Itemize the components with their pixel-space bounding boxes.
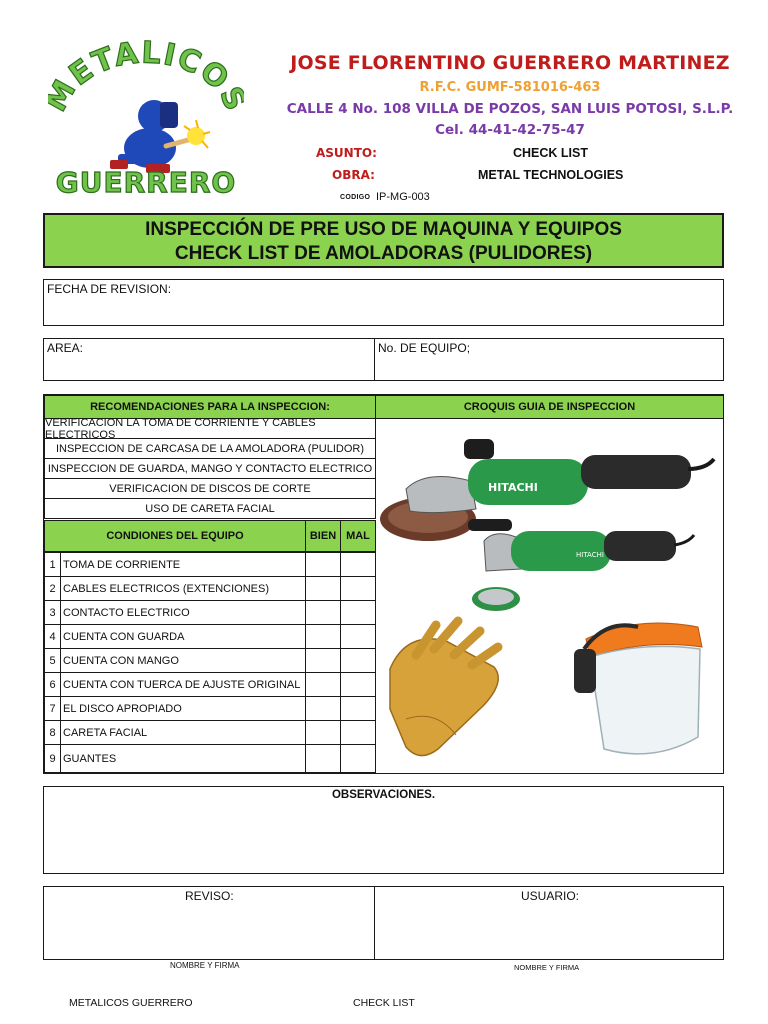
mal-checkbox[interactable] xyxy=(340,576,376,601)
bien-checkbox[interactable] xyxy=(305,672,341,697)
grinder-brand-label: HITACHI xyxy=(488,481,538,494)
area-label: AREA: xyxy=(47,341,84,355)
recommendation-item: USO DE CARETA FACIAL xyxy=(44,498,376,519)
condition-label: CUENTA CON GUARDA xyxy=(60,624,306,649)
bien-checkbox[interactable] xyxy=(305,624,341,649)
condition-number: 7 xyxy=(44,696,61,721)
signatures-section xyxy=(43,886,724,960)
condition-label: CUENTA CON MANGO xyxy=(60,648,306,673)
footer-company: METALICOS GUERRERO xyxy=(69,997,193,1009)
recommendation-item: INSPECCION DE CARCASA DE LA AMOLADORA (PULIDOR) xyxy=(44,438,376,459)
bien-checkbox[interactable] xyxy=(305,744,341,773)
nombre-firma-caption: NOMBRE Y FIRMA xyxy=(514,963,580,972)
reviso-signature-field[interactable] xyxy=(44,887,375,959)
mal-checkbox[interactable] xyxy=(340,744,376,773)
reviso-label: REVISO: xyxy=(185,889,234,903)
area-field[interactable] xyxy=(43,338,375,381)
recommendation-item: VERIFICACION LA TOMA DE CORRIENTE Y CABLES ELECTRICOS xyxy=(44,418,376,439)
condition-label: TOMA DE CORRIENTE xyxy=(60,552,306,577)
bien-column-header: BIEN xyxy=(305,520,341,552)
company-phone: Cel. 44-41-42-75-47 xyxy=(435,122,585,138)
croquis-header: CROQUIS GUIA DE INSPECCION xyxy=(375,395,724,419)
mal-checkbox[interactable] xyxy=(340,672,376,697)
condition-number: 3 xyxy=(44,600,61,625)
usuario-signature-field[interactable] xyxy=(375,887,723,959)
condition-number: 2 xyxy=(44,576,61,601)
bien-checkbox[interactable] xyxy=(305,696,341,721)
mal-checkbox[interactable] xyxy=(340,624,376,649)
recommendation-item: INSPECCION DE GUARDA, MANGO Y CONTACTO ELECTRICO xyxy=(44,458,376,479)
footer-document-name: CHECK LIST xyxy=(353,997,415,1009)
observaciones-field[interactable] xyxy=(43,786,724,874)
obra-label: OBRA: xyxy=(332,168,375,182)
company-name: JOSE FLORENTINO GUERRERO MARTINEZ xyxy=(290,52,730,74)
form-title-line2: CHECK LIST DE AMOLADORAS (PULIDORES) xyxy=(174,243,593,264)
obra-value: METAL TECHNOLOGIES xyxy=(478,168,624,182)
welder-icon xyxy=(110,100,210,173)
condition-label: CARETA FACIAL xyxy=(60,720,306,745)
mal-column-header: MAL xyxy=(340,520,376,552)
condition-number: 9 xyxy=(44,744,61,773)
large-grinder-image xyxy=(380,439,714,541)
condition-label: CONTACTO ELECTRICO xyxy=(60,600,306,625)
mal-checkbox[interactable] xyxy=(340,720,376,745)
recommendation-item: VERIFICACION DE DISCOS DE CORTE xyxy=(44,478,376,499)
condition-number: 5 xyxy=(44,648,61,673)
mal-checkbox[interactable] xyxy=(340,696,376,721)
mal-checkbox[interactable] xyxy=(340,648,376,673)
bien-checkbox[interactable] xyxy=(305,648,341,673)
form-title xyxy=(43,213,724,268)
condition-label: CABLES ELECTRICOS (EXTENCIONES) xyxy=(60,576,306,601)
small-grinder-brand-label: HITACHI xyxy=(576,551,604,559)
condition-number: 1 xyxy=(44,552,61,577)
small-grinder-image xyxy=(468,519,694,611)
fecha-revision-label: FECHA DE REVISION: xyxy=(47,282,172,296)
form-title-line1: INSPECCIÓN DE PRE USO DE MAQUINA Y EQUIPOS xyxy=(145,219,622,240)
condition-label: GUANTES xyxy=(60,744,306,773)
condition-number: 8 xyxy=(44,720,61,745)
asunto-value: CHECK LIST xyxy=(513,146,588,160)
nombre-firma-caption: NOMBRE Y FIRMA xyxy=(170,961,240,970)
condition-label: CUENTA CON TUERCA DE AJUSTE ORIGINAL xyxy=(60,672,306,697)
codigo-value: IP-MG-003 xyxy=(376,191,430,203)
condition-label: EL DISCO APROPIADO xyxy=(60,696,306,721)
observaciones-label: OBSERVACIONES. xyxy=(331,789,436,801)
condition-number: 4 xyxy=(44,624,61,649)
recommendations-header: RECOMENDACIONES PARA LA INSPECCION: xyxy=(44,395,376,419)
conditions-header: CONDIONES DEL EQUIPO xyxy=(44,520,306,552)
logo-top-text: ETALICO xyxy=(62,36,237,99)
bien-checkbox[interactable] xyxy=(305,600,341,625)
company-logo xyxy=(48,36,244,202)
bien-checkbox[interactable] xyxy=(305,720,341,745)
fecha-revision-field[interactable] xyxy=(43,279,724,326)
logo-bottom-text: GUERRERO xyxy=(55,166,237,199)
face-shield-image xyxy=(574,623,702,754)
codigo-label: CODIGO xyxy=(340,194,371,201)
condition-number: 6 xyxy=(44,672,61,697)
equipo-number-label: No. DE EQUIPO; xyxy=(378,341,471,355)
bien-checkbox[interactable] xyxy=(305,576,341,601)
bien-checkbox[interactable] xyxy=(305,552,341,577)
mal-checkbox[interactable] xyxy=(340,552,376,577)
company-rfc: R.F.C. GUMF-581016-463 xyxy=(419,80,601,95)
croquis-illustration xyxy=(376,419,723,773)
asunto-label: ASUNTO: xyxy=(316,146,377,160)
equipo-number-field[interactable] xyxy=(374,338,724,381)
company-address: CALLE 4 No. 108 VILLA DE POZOS, SAN LUIS POTOSI, S.L.P. xyxy=(286,101,734,117)
inspection-table xyxy=(43,394,724,774)
usuario-label: USUARIO: xyxy=(521,889,580,903)
leather-gloves-image xyxy=(390,621,498,756)
mal-checkbox[interactable] xyxy=(340,600,376,625)
